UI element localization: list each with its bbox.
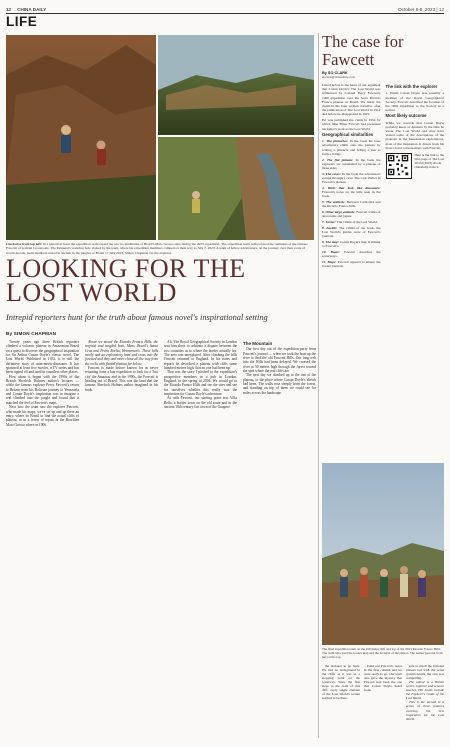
- sidebar-item: 7. Xavier: The villain of the Lost World.: [322, 220, 378, 225]
- article-paragraph: The next day we climbed up to the rim of the plateau, to the place where Conan Doyle's sketch had been. The walls rose steeply from the forest, and standing on top of them we could see for miles across the landscape.: [243, 373, 316, 395]
- sidebar-subheading: Most likely outcome: [385, 113, 427, 119]
- caption-text: In a historical hotel the expedition team repaid the saw its landmarks of Brazil's Mato Grosso state during the 2023 expedition. The expedition team rediscovered the remnants of the famous Fawcett of Gabriel Crossroads. The Pantanal's watering hole visited by the team, where his expedition members camped on their way to July 7, 2023. A team of fellow adventurers, on the journey over their route of recent decade, team members rested in ancient in the jungles of Brazil 17 July 2023. Simon Chapman via the explorer.: [6, 242, 308, 255]
- continuation-column-1: [322, 664, 360, 744]
- sidebar-item: 4. Birds that look like dinosaurs: Fawcett's notes on the hills seen in the book.: [322, 185, 381, 199]
- author-note: The author is a British writer, explorer and science teacher. His books include the Explorer's Guide of the Lost World.: [406, 680, 444, 701]
- article-column-1: [6, 340, 79, 740]
- sidebar-item: 11. Maps: Fawcett appears to ensure the border journals.: [322, 260, 381, 269]
- series-note: This is the second in a series of three features covering the new inspiration for the Lost World.: [406, 700, 444, 721]
- qr-code-icon[interactable]: [386, 153, 412, 179]
- sidebar-item: 10. Boats: Fawcett describes the waterways.: [322, 250, 381, 259]
- article-paragraph: Next how the team saw the explorer Fawcett, who made his maps, we've set up and up there an entry, where its Brazil to find the actual cliffs of plateau, or in a forest of tepuis in the Brazilian Mato Grosso where in 1906.: [6, 405, 79, 427]
- column-divider: [318, 33, 319, 738]
- continuation-paragraph: safe to dwell the fictional plateau but with the acute ground details, the case was compelling.: [406, 664, 444, 681]
- article-paragraph: Above we mixed the Ricardo Franco Hills, the tropical and tangled boat, Mato, Brazil's Santa Cruz and Pedra Rocha, Wenneman's. These hills rarely and an exploratory hunt and cross into the forested and they and more chose all the way from the rocks with flatted plateau far below.: [85, 340, 158, 366]
- caption-lead: Clockwise from top left:: [6, 242, 42, 246]
- continuation-paragraph: Point out Fawcett's notes in the first column and we were ready to go. Our team also gave the mystery that Fawcett had been the one that Conan Doyle heard from.: [364, 664, 402, 693]
- continuation-paragraph: the decision to go back. We had no background in the cliffs as it was as a stopping point on the waterway. Since the first steps to the team of this cliff, every single element of the Lost World's terrain seemed to be there.: [322, 664, 360, 701]
- continuation-column-3: [406, 664, 444, 744]
- article-paragraph: Twenty years ago three British reporters climbed a volcanic plateau in Amazonian Brazil on a quest to discover the geographical inspiration for Sir Arthur Conan Doyle's classic novel, The Lost World. Published in 1912, it is still the definitive story of man-meets-dinosaurs. It has spawned at least five movies, a TV series and has been ripped off and used in countless other places.: [6, 340, 79, 375]
- photo-caption: [6, 242, 314, 255]
- headline: LOOKING FOR THE LOST WORLD: [6, 254, 246, 307]
- sidebar-column-left: [322, 83, 381, 270]
- sidebar-byline: By SO CLARK: [322, 71, 348, 75]
- article-column-3: [164, 340, 237, 740]
- sidebar-column-right: [386, 83, 445, 270]
- article-paragraph: Fawcett is made before known for as never returning from a late expedition to look for a 'lost city' the Amazon, and in the 1990s, the Fawcett is heading out of Brazil. This was the land that the famous Sherlock Holmes author imagined in his book.: [85, 366, 158, 392]
- issue-date: October 6-8, 2023 | 12: [398, 6, 444, 12]
- sidebar-paragraph: Listed below is the basis of our argument that Conan Doyle's The Lost World was influenced by Colonel Percy Fawcett's 1906 expedition over the Serra Ricardo Franco plateau in Brazil. We made the claim in his later written narrative after the publication of The Lost World in 1912 and before he disappeared in 1925.: [322, 83, 381, 117]
- subheading: The Mountain: [243, 341, 273, 346]
- sidebar-item: 9. The map: Conan Doyle's map is similar to Fawcett's.: [322, 240, 381, 249]
- section-rule: [6, 13, 444, 29]
- qr-caption: Here is the link to the Web page of The Lost World (2023) ebook: [414, 153, 444, 166]
- sidebar-subheading: Geographical similarities: [322, 131, 374, 137]
- article-paragraph: How about it began with the 1990s of the British Sherlock Holmes author's lectures — while the famous explorer Percy Fawcett's return to Britain from his Bolivian journey to Venezuela and Conan Doyle's inspiration was to imagine a real climbed into the jungle and found that it matched the feel of Fawcett's maps.: [6, 374, 79, 405]
- sidebar-title: The case for Fawcett: [322, 32, 404, 69]
- sidebar-item: 8. Zacillo: The villain of the book, the Lost World's guides were of Fawcett's journals.: [322, 225, 381, 239]
- sidebar-item: 2. The flat plateau: In the book the explorers are astonished by a plateau of three sides.: [322, 157, 381, 170]
- sidebar-item: 3. The caves: In the book the adventurers escape through a cave. The rock shelter in Fawcett's plateau.: [322, 171, 381, 185]
- article-paragraph: All. The Royal Geographical Society in London sent him there to arbitrate a dispute between the two countries as to where the border actually lay. The area was unexplored. After climbing the hills Fawcett returned to England. In his notes and reports he described a plateau with cliffs some hundred meters high, that no one had been up.: [164, 340, 237, 371]
- sidebar-subheading: The link with the explorer: [385, 84, 438, 89]
- qr-promo[interactable]: [386, 153, 445, 179]
- team-photo-caption: The final expedition team on the 450 meter cliff and top of the 2023 Ricardo Franco Hills. The team who used the book's map and the location of the photos. The author (second from left) at the top.: [322, 647, 443, 659]
- team-photo: [322, 463, 444, 645]
- qr-url[interactable]: chinadaily.com.cn: [414, 165, 439, 170]
- publication-name: CHINA DAILY: [17, 6, 47, 12]
- expedition-photo: [6, 35, 314, 240]
- sidebar-email: zhclark@chinadaily.com: [322, 75, 355, 79]
- sidebar-paragraph: While we concede that Conan Doyle probably knew of Anabela by the time he wrote The Lost World and may have visited some of the descriptions of the plateaux in the Venezuelan explorations, most of the inspiration is drawn from his more recent conversations with Fawcett.: [385, 120, 444, 150]
- article-paragraph: As with Fawcett, our starting point was Villa Bella, a border town on the old route and in the ancient 18th century fort town of the Guaporé.: [164, 396, 237, 410]
- sidebar-feature: [322, 33, 444, 461]
- article-paragraph: That was the story I pitched to the expedition's prospective members in a pub in London, England, in the spring of 2004. We would go to the Ricardo Franco Hills and see the sites and see for ourselves whether this really was the inspiration for Conan Doyle's adventure.: [164, 370, 237, 397]
- article-paragraph: Our first day out of the expedition party from Fawcett's journal — when we took the boat up the river to find the old Fawcett Hills. Our long trek into the Hills had been delayed. We crossed the river at 50 meters high through the forest toward the spot where the real cliffs are.: [243, 347, 316, 374]
- section-label: LIFE: [6, 14, 38, 29]
- article-column-4: [243, 340, 316, 740]
- sidebar-paragraph: 1. While Conan Doyle was possibly a member of the Royal Geographical Society, Fawcett described the location of his 1906 expedition to the Society in a lecture.: [385, 91, 444, 113]
- sidebar-continuation: [322, 664, 444, 744]
- sidebar-item: 1. The pinnacles: In the book the base adventurers climb onto the plateau by scaling a pinnacle and felling a tree to form a bridge.: [322, 139, 381, 156]
- byline: By SIMON CHAPMAN: [6, 331, 57, 336]
- continuation-column-2: [364, 664, 402, 744]
- deck: Intrepid reporters hunt for the truth about famous novel's inspirational setting: [6, 313, 268, 322]
- page-number: 12: [6, 6, 12, 12]
- article-body: [6, 340, 316, 740]
- article-column-2: [85, 340, 158, 740]
- sidebar-paragraph: He was published the claim in 1954 by which time Brian Fawcett had presented his father's work as the Lost World.: [322, 118, 381, 131]
- sidebar-item: 6. Other large animals: Fawcett writes of anacondas and jaguar.: [322, 210, 381, 219]
- sidebar-item: 5. The animals: Between Cachoeira and the Ricardo Franco hills.: [322, 200, 381, 209]
